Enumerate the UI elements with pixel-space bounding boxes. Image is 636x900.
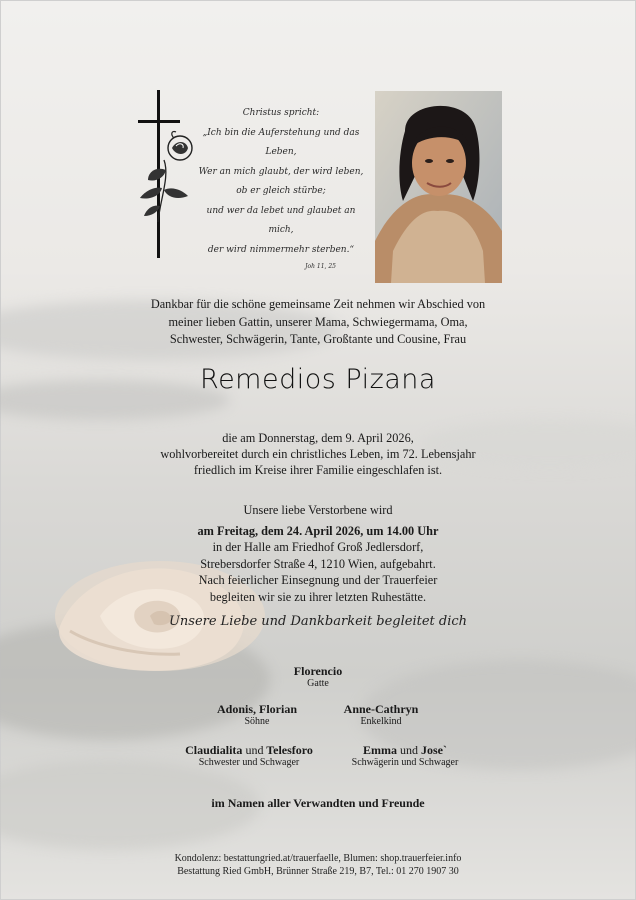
intro-line: Schwester, Schwägerin, Tante, Großtante und Cousine, Frau <box>169 332 467 346</box>
funeral-line: Nach feierlicher Einsegnung und der Trauerfeier <box>198 573 438 587</box>
verse-line: Wer an mich glaubt, der wird leben, <box>198 166 364 177</box>
gratitude-line: Unsere Liebe und Dankbarkeit begleitet dich <box>168 614 468 629</box>
mourner-name-a: Claudialita <box>185 743 243 757</box>
portrait-photo <box>375 91 502 283</box>
mourner-role: Schwägerin und Schwager <box>351 757 459 768</box>
intro-line: Dankbar für die schöne gemeinsame Zeit nehmen wir Abschied von <box>150 297 486 311</box>
verse-line: der wird nimmermehr sterben.“ <box>207 244 355 255</box>
death-notice <box>60 430 576 478</box>
mourner-role: Söhne <box>244 716 270 727</box>
mourner-name-b: Jose` <box>421 743 447 757</box>
footer-undertaker: Bestattung Ried GmbH, Brünner Straße 219, B7, Tel.: 01 270 1907 30 <box>177 866 459 877</box>
mourner-und: und <box>400 743 418 757</box>
verse-line: ob er gleich stürbe; <box>236 186 326 196</box>
mourner-name: Florencio <box>293 664 343 678</box>
mourner-grandchild <box>281 702 481 727</box>
funeral-line: Strebersdorfer Straße 4, 1210 Wien, aufgebahrt. <box>200 556 436 571</box>
mourner-name <box>305 743 505 757</box>
mourner-name: Adonis, Florian <box>216 702 297 716</box>
funeral-line: begleiten wir sie zu ihrer letzten Ruhestätte. <box>209 589 427 604</box>
bible-verse <box>196 104 366 272</box>
mourner-role: Enkelkind <box>360 716 402 727</box>
footer-condolence: Kondolenz: bestattungried.at/trauerfaelle, Blumen: shop.trauerfeier.info <box>174 853 462 864</box>
mourner-name-a: Emma <box>363 743 397 757</box>
cross-with-rose-icon <box>126 90 206 260</box>
intro-text <box>60 296 576 349</box>
funeral-date-line: am Freitag, dem 24. April 2026, um 14.00 Uhr <box>197 523 439 538</box>
mourner-role: Gatte <box>307 678 329 689</box>
verse-line: und wer da lebet und glaubet an mich, <box>206 205 356 235</box>
death-notice-line: friedlich im Kreise ihrer Familie eingeschlafen ist. <box>193 463 443 477</box>
mourner-in-laws <box>305 743 505 768</box>
intro-line: meiner lieben Gattin, unserer Mama, Schwiegermama, Oma, <box>168 314 468 329</box>
mourner-name-b: Telesforo <box>266 743 313 757</box>
mourner-role: Schwester und Schwager <box>198 757 300 768</box>
funeral-line: in der Halle am Friedhof Groß Jedlersdorf, <box>212 540 424 554</box>
deceased-name: Remedios Pizana <box>200 364 436 395</box>
mourner-spouse <box>218 664 418 689</box>
verse-line: „Ich bin die Auferstehung und das Leben, <box>202 127 360 157</box>
footer <box>0 852 636 878</box>
funeral-intro-line: Unsere liebe Verstorbene wird <box>243 503 393 517</box>
death-notice-line: wohlvorbereitet durch ein christliches Leben, im 72. Lebensjahr <box>160 447 476 461</box>
closing-line: im Namen aller Verwandten und Freunde <box>211 796 425 810</box>
verse-heading: Christus spricht: <box>242 108 320 118</box>
funeral-details <box>60 502 576 605</box>
mourner-name: Anne-Cathryn <box>343 702 419 716</box>
death-notice-line: die am Donnerstag, dem 9. April 2026, <box>222 431 414 445</box>
verse-reference: Joh 11, 25 <box>305 263 336 270</box>
mourner-und: und <box>245 743 264 757</box>
